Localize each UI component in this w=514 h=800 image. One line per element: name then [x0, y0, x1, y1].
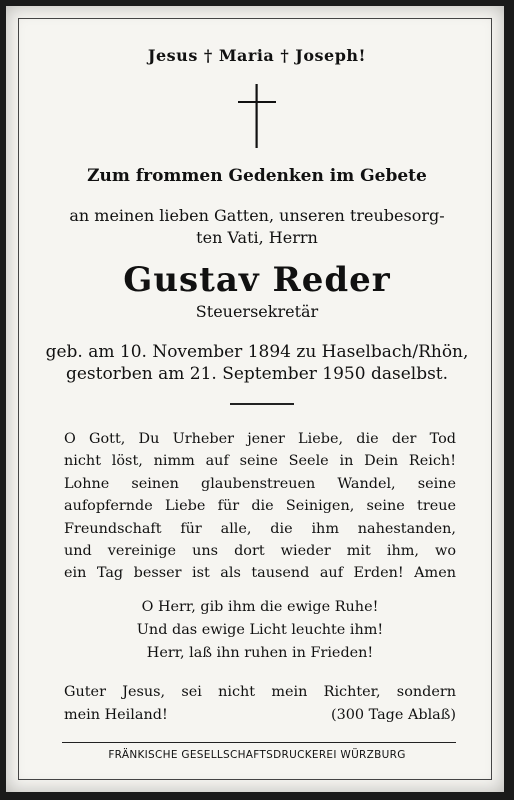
verse-line-1: O Herr, gib ihm die ewige Ruhe! — [141, 599, 379, 615]
prayer-line: Lohne seinen glaubenstreuen Wandel, seine — [64, 475, 456, 492]
closing-text-1: Guter Jesus, sei nicht mein Richter, sondern — [64, 684, 456, 700]
latin-cross-icon — [238, 84, 276, 148]
prayer-line: nicht löst, nimm auf seine Seele in Dein Reich! — [64, 453, 456, 470]
dedication-line-2: ten Vati, Herrn — [196, 228, 318, 247]
indulgence-note: (300 Tage Ablaß) — [330, 707, 456, 723]
closing-line-2 — [64, 704, 456, 726]
prayer-line: und vereinige uns dort wieder mit ihm, wo — [64, 543, 456, 560]
verse-line-2: Und das ewige Licht leuchte ihm! — [136, 622, 384, 638]
closing-text-2: mein Heiland! — [64, 707, 168, 723]
prayer-text — [64, 428, 456, 585]
deceased-occupation: Steuersekretär — [195, 302, 319, 321]
section-divider — [230, 403, 294, 405]
prayer-line: aufopfernde Liebe für die Seinigen, seine treue — [64, 498, 456, 515]
prayer-line: Freundschaft für alle, die ihm nahestanden, — [64, 520, 456, 537]
printer-imprint: FRÄNKISCHE GESELLSCHAFTSDRUCKEREI WÜRZBURG — [108, 749, 406, 761]
death-line: gestorben am 21. September 1950 daselbst. — [65, 364, 449, 384]
memorial-heading: Zum frommen Gedenken im Gebete — [87, 166, 427, 186]
invocation: Jesus † Maria † Joseph! — [147, 46, 367, 65]
deceased-name: Gustav Reder — [123, 260, 391, 300]
closing-line-1 — [64, 681, 456, 703]
footer-rule — [62, 742, 456, 743]
dedication-line-1: an meinen lieben Gatten, unseren treubesorg- — [69, 206, 445, 225]
verse-line-3: Herr, laß ihn ruhen in Frieden! — [146, 645, 374, 661]
birth-line: geb. am 10. November 1894 zu Haselbach/Rhön, — [45, 342, 469, 362]
prayer-line: ein Tag besser ist als tausend auf Erden! Amen — [64, 565, 456, 582]
prayer-line: O Gott, Du Urheber jener Liebe, die der Tod — [64, 431, 456, 447]
